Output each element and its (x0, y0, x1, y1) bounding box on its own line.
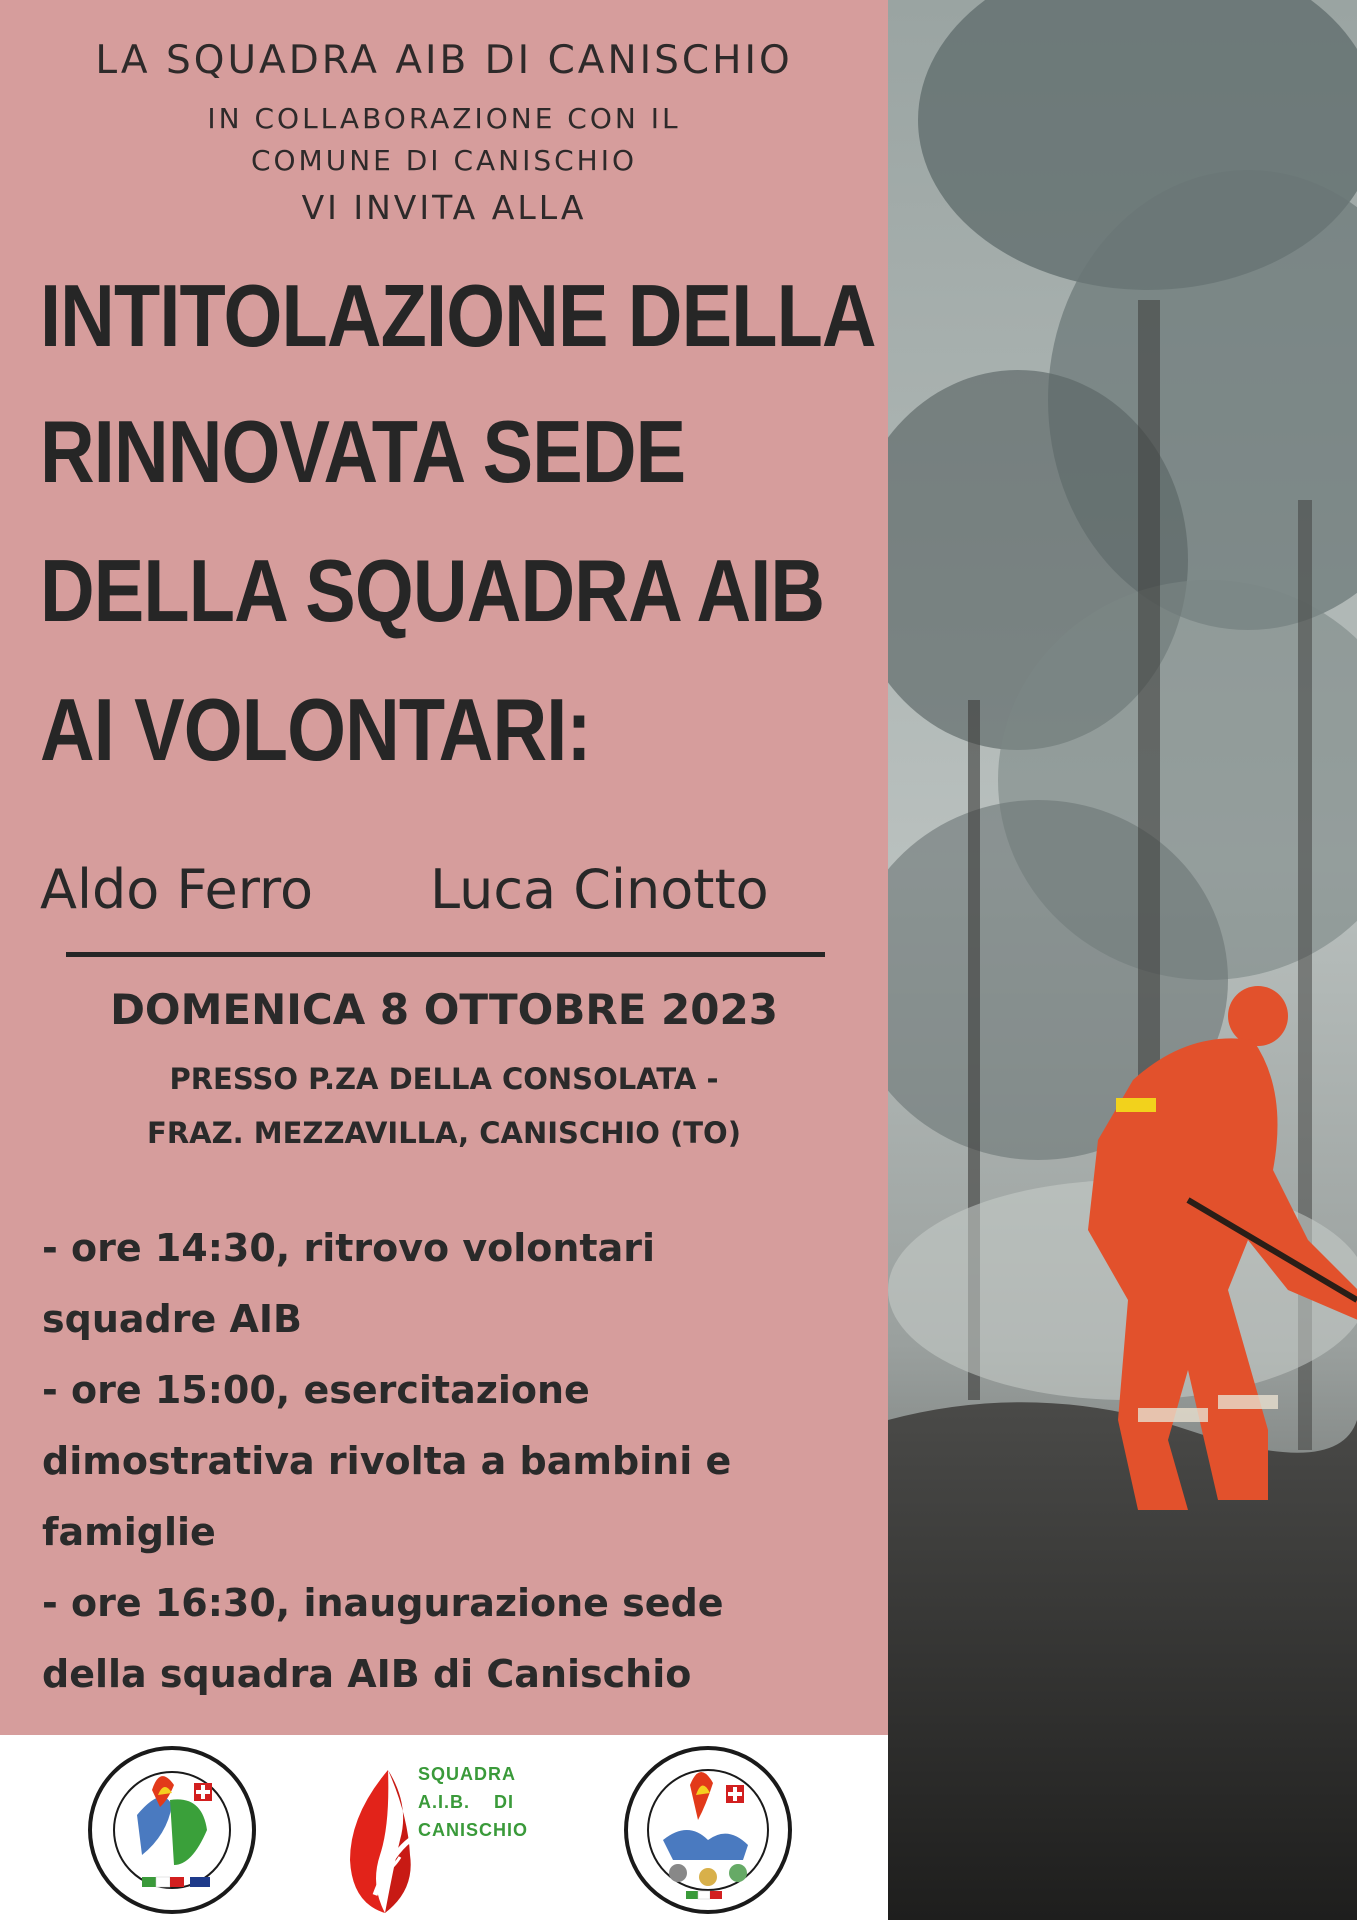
program-line: - ore 14:30, ritrovo volontari (42, 1226, 655, 1270)
squadra-logo-line: SQUADRA (418, 1764, 517, 1784)
volunteer-name: Luca Cinotto (430, 858, 769, 921)
distaccamento-aib-logo (618, 1745, 798, 1915)
divider (66, 952, 825, 957)
program-line: - ore 15:00, esercitazione (42, 1368, 590, 1412)
program-line: dimostrativa rivolta a bambini e (42, 1439, 732, 1483)
title-line-4: AI VOLONTARI: (40, 680, 591, 779)
title-line-3: DELLA SQUADRA AIB (40, 541, 825, 640)
forest-fire-scene (888, 0, 1357, 1920)
event-date: DOMENICA 8 OTTOBRE 2023 (110, 985, 778, 1034)
organizer-line: LA SQUADRA AIB DI CANISCHIO (95, 38, 793, 83)
volunteer-name: Aldo Ferro (40, 858, 314, 921)
event-address-line-1: PRESSO P.ZA DELLA CONSOLATA - (169, 1062, 719, 1096)
program-line: della squadra AIB di Canischio (42, 1652, 692, 1696)
corpo-volontari-aib-piemonte-logo (82, 1745, 262, 1915)
title-line-1: INTITOLAZIONE DELLA (40, 266, 876, 365)
program-line: famiglie (42, 1510, 216, 1554)
event-address-line-2: FRAZ. MEZZAVILLA, CANISCHIO (TO) (147, 1116, 741, 1150)
program-line: squadre AIB (42, 1297, 302, 1341)
title-line-2: RINNOVATA SEDE (40, 402, 686, 501)
squadra-logo-line: CANISCHIO (418, 1820, 529, 1840)
collaboration-line: IN COLLABORAZIONE CON IL (207, 102, 681, 135)
invite-line: VI INVITA ALLA (301, 188, 587, 227)
program-line: - ore 16:30, inaugurazione sede (42, 1581, 724, 1625)
squadra-logo-line: A.I.B. DI (418, 1792, 515, 1812)
municipality-line: COMUNE DI CANISCHIO (250, 144, 638, 177)
squadra-logo-text (418, 1760, 528, 1844)
firefighter-photo (888, 0, 1357, 1920)
program-list (42, 1213, 872, 1710)
